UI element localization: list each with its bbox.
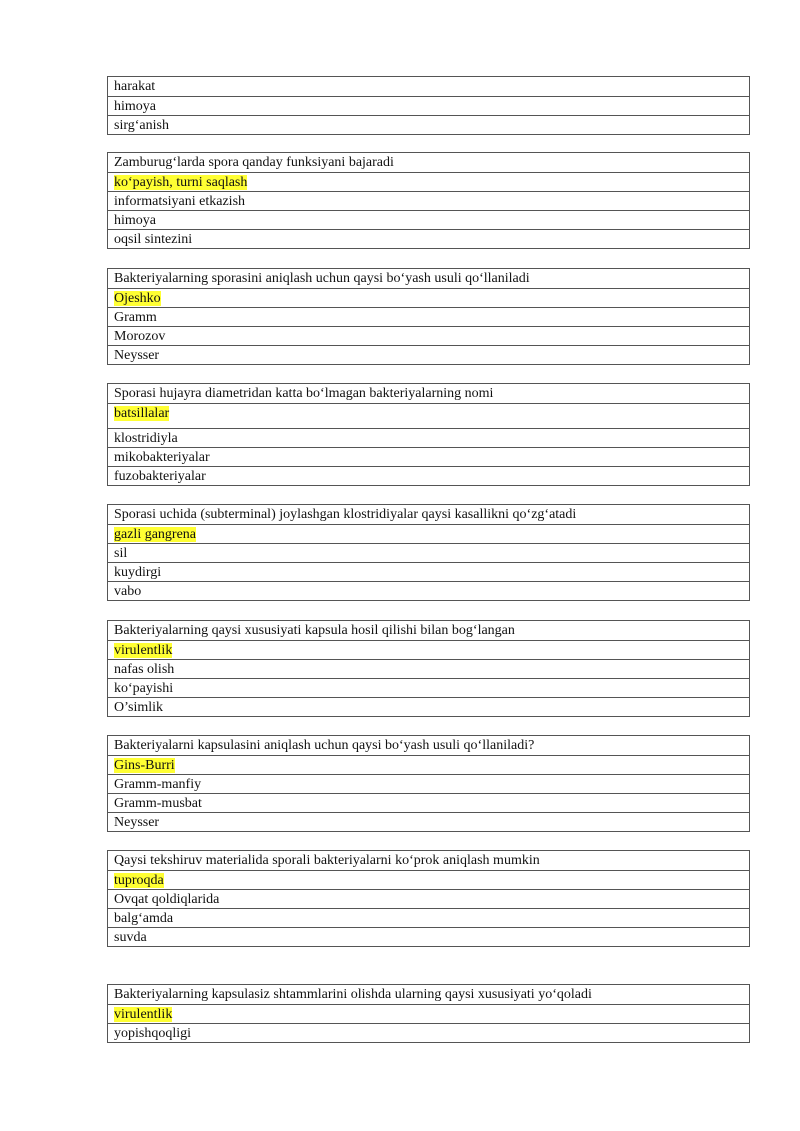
answer-option <box>108 466 749 485</box>
answer-option <box>108 640 749 659</box>
answer-option <box>108 524 749 543</box>
answer-option <box>108 543 749 562</box>
answer-option <box>108 908 749 927</box>
cell-text: sirg‘anish <box>114 118 169 133</box>
cell-text: O’simlik <box>114 700 164 715</box>
cell-text: Sporasi uchida (subterminal) joylashgan klostridiyalar qaysi kasallikni qo‘zg‘atadi <box>114 507 577 522</box>
question-text <box>108 153 749 172</box>
cell-text: nafas olish <box>114 662 175 677</box>
cell-text: fuzobakteriyalar <box>114 469 206 484</box>
question-block <box>107 268 750 365</box>
correct-answer-highlight: batsillalar <box>114 406 170 421</box>
answer-option <box>108 191 749 210</box>
answer-option <box>108 326 749 345</box>
question-text <box>108 269 749 288</box>
correct-answer-highlight: tuproqda <box>114 873 164 888</box>
cell-text: Gramm <box>114 310 157 325</box>
answer-option <box>108 77 749 96</box>
question-block <box>107 504 750 601</box>
answer-option <box>108 774 749 793</box>
answer-option <box>108 870 749 889</box>
question-text <box>108 736 749 755</box>
correct-answer-highlight: virulentlik <box>114 643 173 658</box>
cell-text: yopishqoqligi <box>114 1026 192 1041</box>
cell-text: vabo <box>114 584 142 599</box>
answer-option <box>108 562 749 581</box>
cell-text: Ovqat qoldiqlarida <box>114 892 220 907</box>
answer-option <box>108 927 749 946</box>
cell-text: suvda <box>114 930 147 945</box>
cell-text: mikobakteriyalar <box>114 450 210 465</box>
question-text <box>108 621 749 640</box>
answer-option <box>108 96 749 115</box>
answer-option <box>108 755 749 774</box>
answer-option <box>108 1004 749 1023</box>
answer-option <box>108 447 749 466</box>
answer-option <box>108 659 749 678</box>
answer-option <box>108 345 749 364</box>
cell-text: klostridiyla <box>114 431 178 446</box>
question-text <box>108 851 749 870</box>
answer-option <box>108 403 749 428</box>
answer-option <box>108 1023 749 1042</box>
correct-answer-highlight: ko‘payish, turni saqlash <box>114 175 248 190</box>
cell-text: Zamburug‘larda spora qanday funksiyani bajaradi <box>114 155 394 170</box>
answer-option <box>108 229 749 248</box>
answer-option <box>108 115 749 134</box>
cell-text: Neysser <box>114 348 160 363</box>
answer-option <box>108 172 749 191</box>
answer-option <box>108 428 749 447</box>
question-block <box>107 383 750 486</box>
answer-option <box>108 889 749 908</box>
cell-text: Bakteriyalarning kapsulasiz shtammlarini olishda ularning qaysi xususiyati yo‘qoladi <box>114 987 592 1002</box>
answer-option <box>108 288 749 307</box>
answer-option <box>108 812 749 831</box>
question-block <box>107 620 750 717</box>
cell-text: himoya <box>114 213 156 228</box>
cell-text: balg‘amda <box>114 911 174 926</box>
cell-text: Sporasi hujayra diametridan katta bo‘lmagan bakteriyalarning nomi <box>114 386 494 401</box>
cell-text: sil <box>114 546 128 561</box>
question-block <box>107 850 750 947</box>
cell-text: harakat <box>114 79 156 94</box>
cell-text: informatsiyani etkazish <box>114 194 246 209</box>
correct-answer-highlight: virulentlik <box>114 1007 173 1022</box>
cell-text: kuydirgi <box>114 565 162 580</box>
correct-answer-highlight: Gins-Burri <box>114 758 175 773</box>
cell-text: Qaysi tekshiruv materialida sporali bakteriyalarni ko‘prok aniqlash mumkin <box>114 853 540 868</box>
cell-text: oqsil sintezini <box>114 232 193 247</box>
answer-option <box>108 581 749 600</box>
correct-answer-highlight: gazli gangrena <box>114 527 197 542</box>
question-text <box>108 505 749 524</box>
cell-text: himoya <box>114 99 156 114</box>
answer-option <box>108 307 749 326</box>
correct-answer-highlight: Ojeshko <box>114 291 161 306</box>
cell-text: Gramm-musbat <box>114 796 202 811</box>
question-text <box>108 985 749 1004</box>
cell-text: Bakteriyalarning qaysi xususiyati kapsula hosil qilishi bilan bog‘langan <box>114 623 515 638</box>
cell-text: Neysser <box>114 815 160 830</box>
answer-option <box>108 793 749 812</box>
question-block <box>107 152 750 249</box>
cell-text: ko‘payishi <box>114 681 174 696</box>
question-block <box>107 735 750 832</box>
cell-text: Bakteriyalarni kapsulasini aniqlash uchun qaysi bo‘yash usuli qo‘llaniladi? <box>114 738 535 753</box>
answer-option <box>108 697 749 716</box>
cell-text: Morozov <box>114 329 166 344</box>
cell-text: Bakteriyalarning sporasini aniqlash uchun qaysi bo‘yash usuli qo‘llaniladi <box>114 271 530 286</box>
answer-options-continued <box>107 76 750 135</box>
question-text <box>108 384 749 403</box>
question-block <box>107 984 750 1043</box>
answer-option <box>108 678 749 697</box>
cell-text: Gramm-manfiy <box>114 777 202 792</box>
answer-option <box>108 210 749 229</box>
